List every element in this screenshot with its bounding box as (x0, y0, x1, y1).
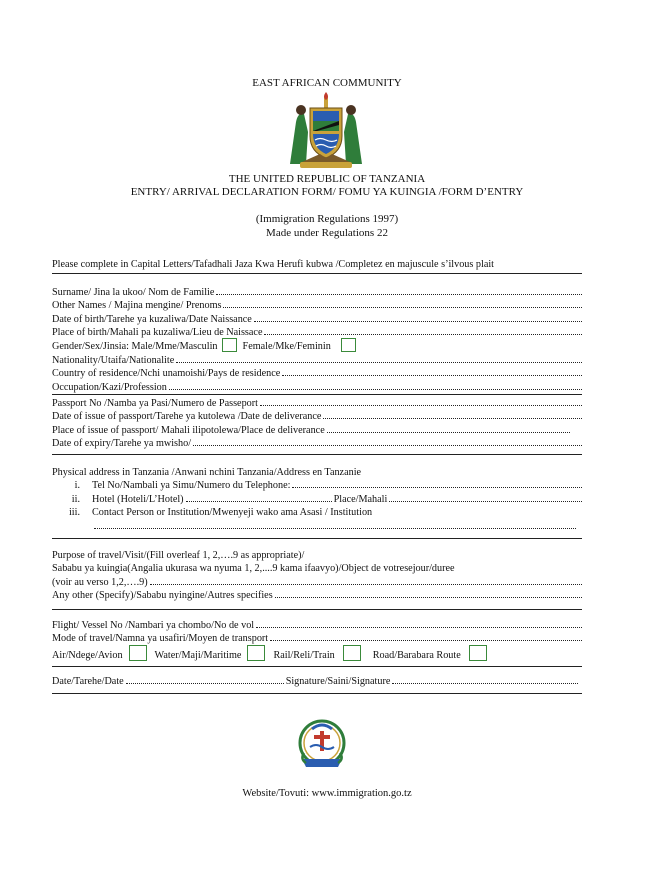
travel-section (52, 617, 584, 661)
community-heading: EAST AFRICAN COMMUNITY (252, 77, 402, 89)
passport-expiry-field[interactable]: Date of expiry/Tarehe ya mwisho/ (52, 436, 584, 450)
contact-person-line[interactable] (52, 518, 584, 532)
date-of-birth-field[interactable]: Date of birth/Tarehe ya kuzaliwa/Date Naissance (52, 311, 584, 325)
passport-number-field[interactable]: Passport No /Namba ya Pasi/Numero de Passeport (52, 395, 584, 409)
passport-issue-date-field[interactable]: Date of issue of passport/Tarehe ya kutolewa /Date de deliverance (52, 409, 584, 423)
coat-of-arms-icon (276, 92, 376, 172)
water-checkbox[interactable] (247, 645, 265, 661)
divider (52, 609, 582, 610)
instructions: Please complete in Capital Letters/Tafadhali Jaza Kwa Herufi kubwa /Completez en majuscule s’ilvous plait (52, 258, 495, 270)
divider (52, 666, 582, 667)
purpose-section (52, 547, 584, 601)
address-section (52, 464, 584, 532)
other-purpose-field[interactable]: Any other (Specify)/Sababu nyingine/Autres specifies (52, 588, 584, 602)
nationality-field[interactable]: Nationality/Utaifa/Nationalite (52, 352, 584, 366)
rail-checkbox[interactable] (343, 645, 361, 661)
divider (52, 454, 582, 455)
signature-field[interactable] (392, 682, 578, 684)
residence-field[interactable]: Country of residence/Nchi unamoishi/Pays de residence (52, 366, 584, 380)
purpose-line-1: Purpose of travel/Visit/(Fill overleaf 1, 2,….9 as appropriate)/ (52, 549, 305, 561)
immigration-logo-icon (290, 713, 354, 777)
hotel-field[interactable]: ii. Hotel (Hoteli/L’Hotel) Place/Mahali (52, 491, 584, 505)
passport-section (52, 395, 584, 449)
republic-heading: THE UNITED REPUBLIC OF TANZANIA (228, 173, 426, 185)
signature-label: Signature/Saini/Signature (285, 675, 391, 687)
contact-person-field[interactable]: iii. Contact Person or Institution/Mwenyeji wako ama Asasi / Institution (68, 507, 373, 519)
air-checkbox[interactable] (129, 645, 147, 661)
place-of-birth-field[interactable]: Place of birth/Mahali pa kuzaliwa/Lieu de Naissace (52, 325, 584, 339)
phone-field[interactable]: i. Tel No/Nambali ya Simu/Numero du Telephone: (52, 478, 584, 492)
female-checkbox[interactable] (341, 338, 356, 352)
address-heading: Physical address in Tanzania /Anwani nchini Tanzania/Address en Tanzanie (52, 466, 362, 478)
flight-number-field[interactable]: Flight/ Vessel No /Nambari ya chombo/No de vol (52, 617, 584, 631)
purpose-line-2: Sababu ya kuingia(Angalia ukurasa wa nyuma 1, 2,....9 kama ifaavyo)/Object de votresejour/duree (52, 563, 455, 575)
divider (52, 693, 582, 694)
passport-issue-place-field[interactable]: Place of issue of passport/ Mahali ilipotolewa/Place de deliverance (52, 422, 584, 436)
regulations-line-2: Made under Regulations 22 (266, 227, 388, 239)
date-label: Date/Tarehe/Date (52, 675, 124, 687)
divider (52, 273, 582, 274)
gender-field: Gender/Sex/Jinsia: Male/Mme/Masculin Female/Mke/Feminin (52, 338, 584, 352)
form-title: ENTRY/ ARRIVAL DECLARATION FORM/ FOMU YA KUINGIA /FORM D’ENTRY (130, 186, 524, 198)
surname-field[interactable]: Surname/ Jina la ukoo/ Nom de Familie (52, 284, 584, 298)
website-footer: Website/Tovuti: www.immigration.go.tz (242, 788, 412, 799)
purpose-field[interactable]: (voir au verso 1,2,….9) (52, 574, 584, 588)
signature-section (52, 673, 584, 687)
regulations-line-1: (Immigration Regulations 1997) (255, 213, 399, 225)
mode-of-travel-field[interactable]: Mode of travel/Namna ya usafiri/Moyen de transport (52, 631, 584, 645)
personal-section (52, 284, 584, 393)
transport-options: Air/Ndege/Avion Water/Maji/Maritime Rail/Reli/Train Road/Barabara Route (52, 644, 584, 661)
occupation-field[interactable]: Occupation/Kazi/Profession (52, 379, 584, 393)
divider (52, 538, 582, 539)
other-names-field[interactable]: Other Names / Majina mengine/ Prenoms (52, 298, 584, 312)
date-field[interactable] (126, 682, 284, 684)
male-checkbox[interactable] (222, 338, 237, 352)
road-checkbox[interactable] (469, 645, 487, 661)
